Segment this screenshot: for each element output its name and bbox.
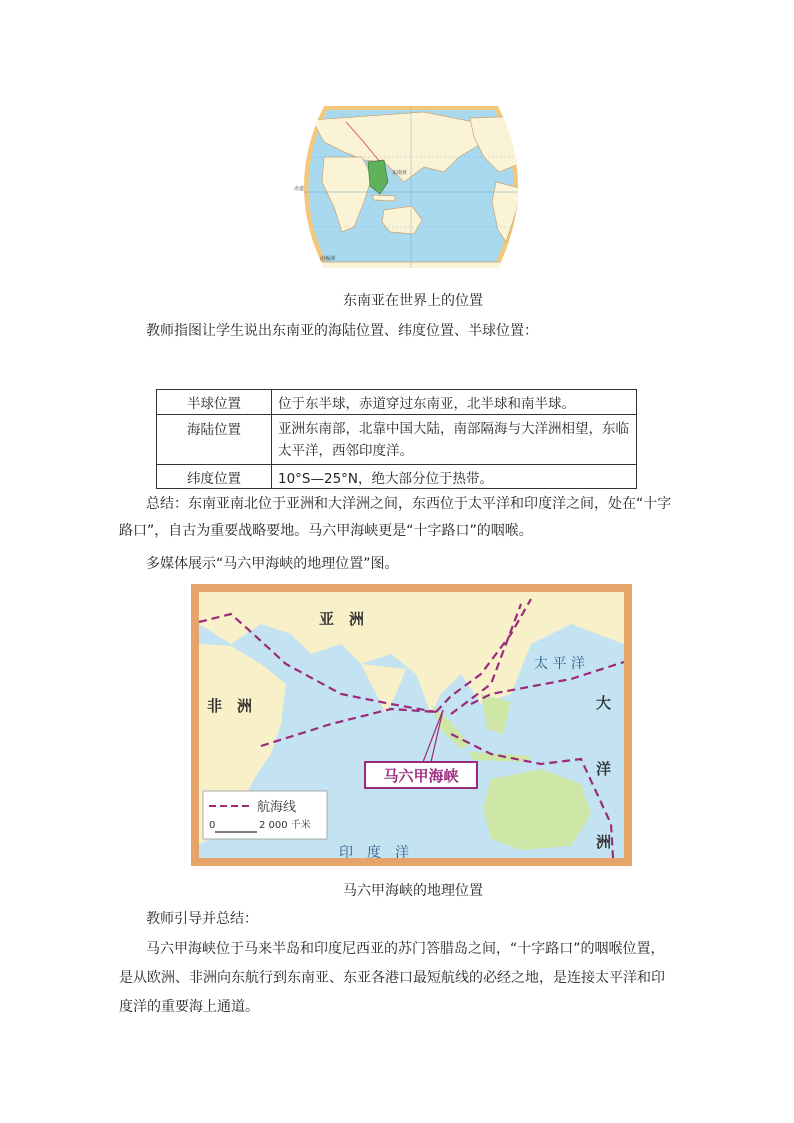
table-key: 海陆位置 — [157, 415, 272, 465]
malacca-map-caption: 马六甲海峡的地理位置 — [343, 883, 483, 899]
multimedia-paragraph: 多媒体展示“马六甲海峡的地理位置”图。 — [146, 556, 399, 572]
map-label-pacific: 太 平 洋 — [534, 656, 585, 672]
table-row — [157, 465, 637, 489]
table-row — [157, 415, 637, 465]
scale-zero: 0 — [209, 820, 216, 831]
strait-label: 马六甲海峡 — [383, 767, 459, 785]
map-label-asia: 亚 洲 — [319, 610, 365, 628]
world-map — [284, 102, 538, 272]
map-label-equator: 赤道 — [294, 186, 305, 192]
map-label-southeast-asia: 东南亚 — [392, 170, 408, 176]
table-row — [157, 390, 637, 415]
malacca-strait-map — [191, 584, 632, 866]
scale-value: 2 000 千米 — [259, 820, 311, 831]
summary-paragraph: 总结：东南亚南北位于亚洲和大洋洲之间，东西位于太平洋和印度洋之间，处在“十字路口”，自古为重要战略要地。马六甲海峡更是“十字路口”的咽喉。 — [119, 496, 672, 539]
intro-paragraph: 教师指图让学生说出东南亚的海陆位置、纬度位置、半球位置： — [146, 323, 538, 339]
table-value: 位于东半球，赤道穿过东南亚，北半球和南半球。 — [272, 390, 637, 415]
table-value: 亚洲东南部，北靠中国大陆，南部隔海与大洋洲相望，东临太平洋，西邻印度洋。 — [272, 415, 637, 465]
guide-paragraph: 教师引导并总结： — [146, 911, 258, 927]
map-label-oceania-2: 洋 — [596, 760, 612, 778]
conclusion-paragraph: 马六甲海峡位于马来半岛和印度尼西亚的苏门答腊岛之间，“十字路口”的咽喉位置，是从欧洲、非洲向东航行到东南亚、东亚各港口最短航线的必经之地，是连接太平洋和印度洋的重要海上通道。 — [119, 941, 665, 1015]
world-map-caption: 东南亚在世界上的位置 — [343, 293, 483, 309]
table-value: 10°S—25°N，绝大部分位于热带。 — [272, 465, 637, 489]
legend-label: 航海线 — [257, 800, 297, 815]
map-label-africa: 非 洲 — [207, 697, 253, 715]
map-label-oceania-1: 大 — [596, 694, 612, 712]
map-label-indian-ocean: 印 度 洋 — [339, 845, 409, 861]
table-key: 纬度位置 — [157, 465, 272, 489]
map-label-antarctica: 南极洲 — [320, 256, 336, 262]
table-key: 半球位置 — [157, 390, 272, 415]
position-table — [156, 389, 637, 489]
map-label-oceania-3: 洲 — [596, 833, 612, 851]
